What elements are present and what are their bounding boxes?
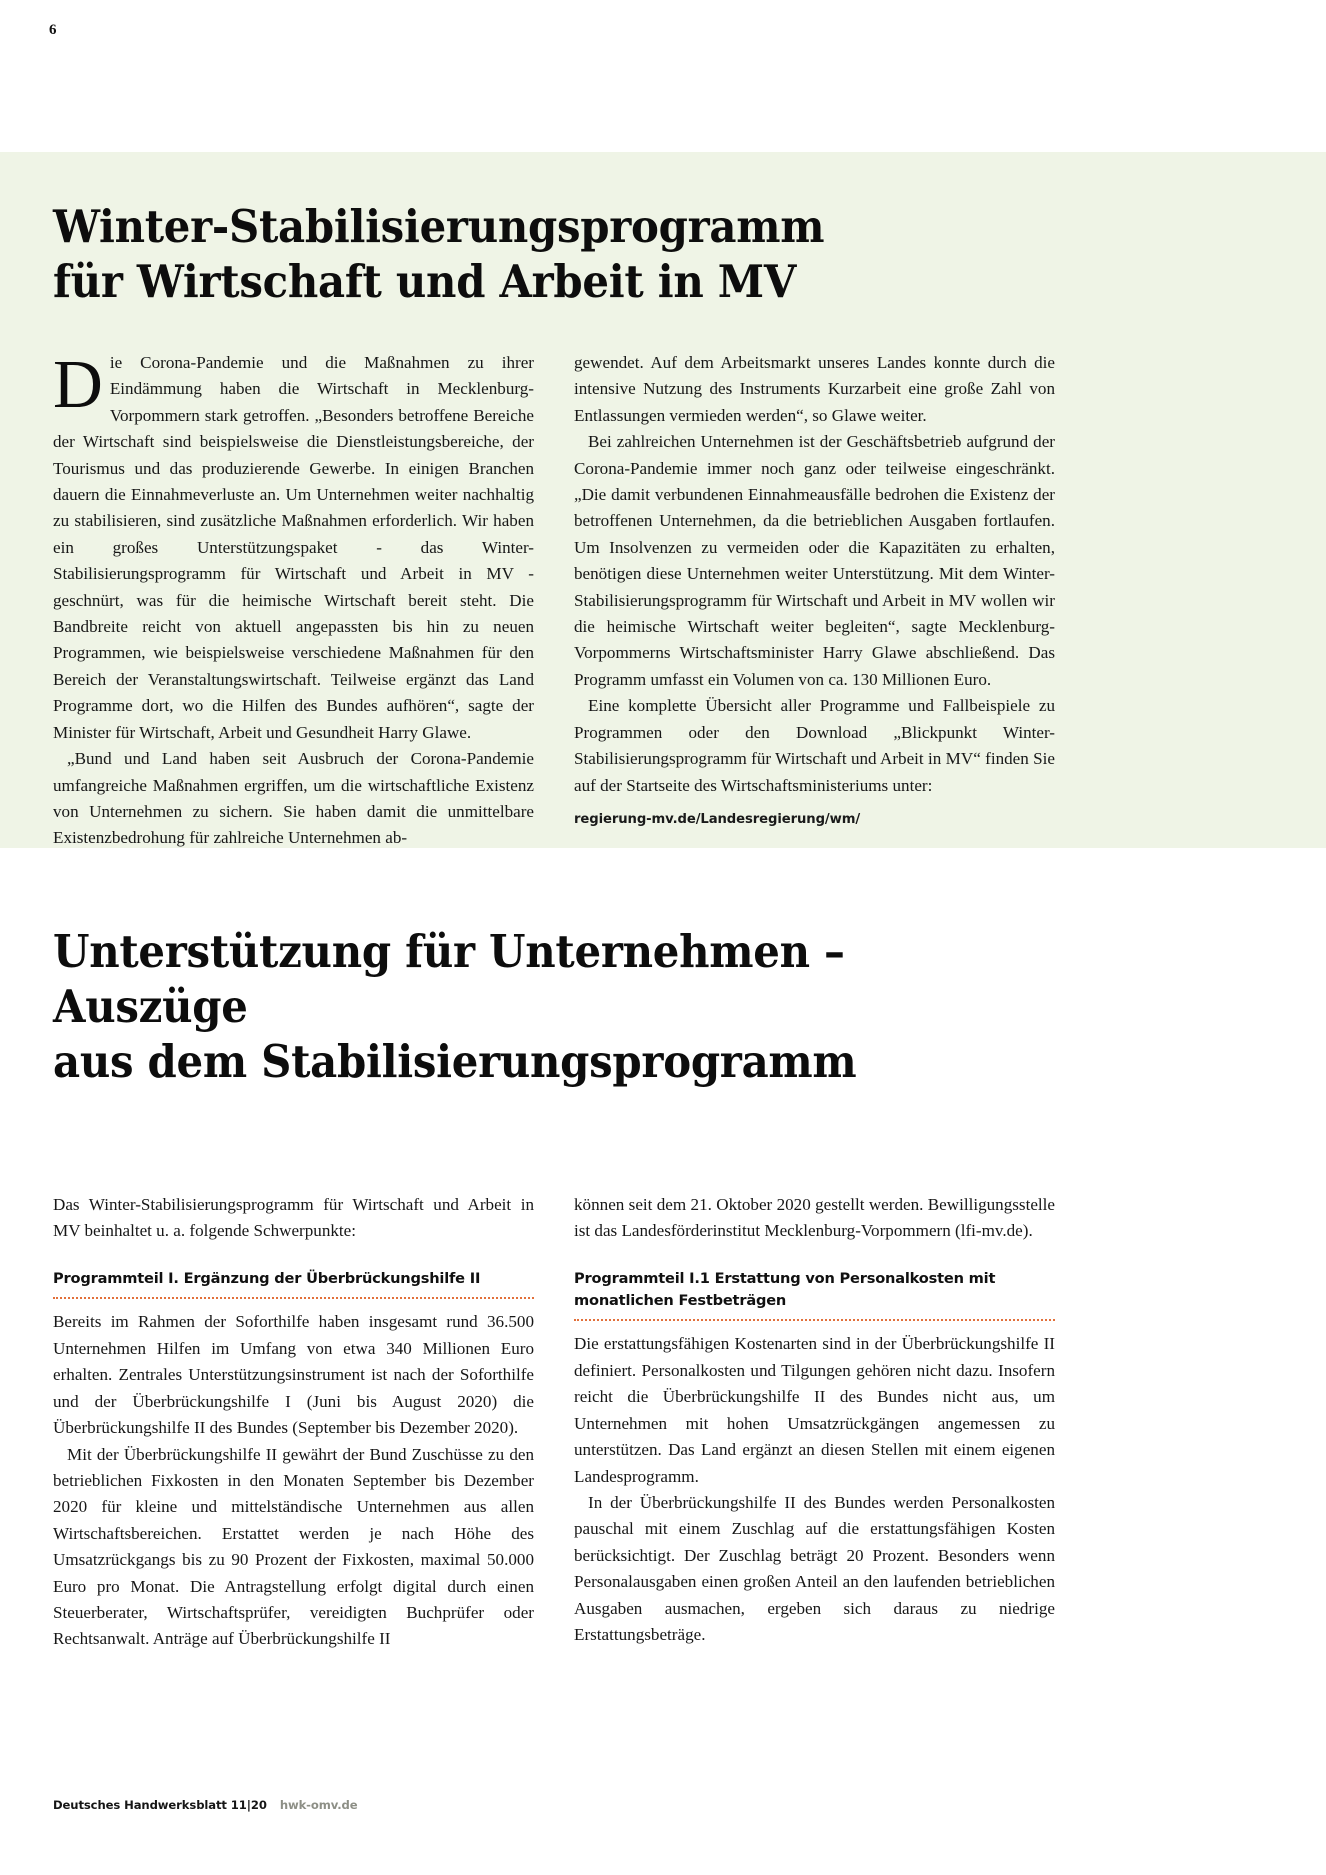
dotted-rule-divider (574, 1319, 1055, 1321)
article1-paragraph: gewendet. Auf dem Arbeitsmarkt unseres Landes konnte durch die intensive Nutzung des Instruments Kurzarbeit eine große Zahl von Entlassungen vermieden werden“, so Glawe weiter. (574, 353, 1055, 425)
subheading-programmteil-1 (53, 1268, 534, 1299)
article1-content (53, 200, 1055, 848)
article2-columns (53, 1192, 1055, 1653)
dotted-rule-divider (53, 1297, 534, 1299)
article1-column-right (574, 350, 1055, 852)
article-unterstuetzung-fuer-unternehmen (53, 925, 1055, 1649)
article1-headline: Winter-Stabilisierungsprogramm für Wirtschaft und Arbeit in MV (53, 200, 825, 308)
article2-paragraph: In der Überbrückungshilfe II des Bundes werden Personalkosten pauschal mit einem Zuschlag auf die erstattungsfähigen Kosten berücksichtigt. Der Zuschlag beträgt 20 Prozent. Besonders wenn Personalausgaben einen großen Anteil an den laufenden betrieblichen Ausgaben ausmachen, ergeben sich daraus zu niedrige Erstattungsbeträge. (574, 1492, 1055, 1644)
article2-paragraph: Bereits im Rahmen der Soforthilfe haben insgesamt rund 36.500 Unternehmen Hilfen im Umfang von etwa 340 Millionen Euro erhalten. Zentrales Unterstützungsinstrument ist nach der Soforthilfe und der Überbrückungshilfe I (Juni bis August 2020) die Überbrückungshilfe II des Bundes (September bis Dezember 2020). (53, 1312, 534, 1438)
ministry-website-link[interactable]: regierung-mv.de/Landesregierung/wm/ (574, 811, 861, 827)
article2-paragraph: Mit der Überbrückungshilfe II gewährt der Bund Zuschüsse zu den betrieblichen Fixkosten in den Monaten September bis Dezember 2020 für kleine und mittelständische Unternehmen aus allen Wirtschaftsbereichen. Erstattet werden je nach Höhe des Umsatzrückgangs bis zu 90 Prozent der Fixkosten, maximal 50.000 Euro pro Monat. Die Antragstellung erfolgt digital durch einen Steuerberater, Wirtschaftsprüfer, vereidigten Buchprüfer oder Rechtsanwalt. Anträge auf Überbrückungshilfe II (53, 1444, 534, 1649)
subheading-programmteil-1-1 (574, 1268, 1055, 1321)
subheading-label: Programmteil I.1 Erstattung von Personalkosten mit monatlichen Festbeträgen (574, 1270, 996, 1310)
article2-column-right (574, 1192, 1055, 1653)
page-footer (53, 1798, 358, 1812)
article1-paragraph: Die Corona-Pandemie und die Maßnahmen zu ihrer Eindämmung haben die Wirtschaft in Mecklenburg-Vorpommern stark getroffen. „Besonders betroffene Bereiche der Wirtschaft sind beispielsweise die Dienstleistungsbereiche, der Tourismus und das produzierende Gewerbe. In einigen Branchen dauern die Einnahmeverluste an. Um Unternehmen weiter nachhaltig zu stabilisieren, sind zusätzliche Maßnahmen erforderlich. Wir haben ein großes Unterstützungspaket - das Winter-Stabilisierungsprogramm für Wirtschaft und Arbeit in MV - geschnürt, was für die heimische Wirtschaft bereit steht. Die Bandbreite reicht von aktuell angepassten bis hin zu neuen Programmen, wie beispielsweise verschiedene Maßnahmen für den Bereich der Veranstaltungswirtschaft. Teilweise ergänzt das Land Programme dort, wo die Hilfen des Bundes aufhören“, sagte der Minister für Wirtschaft, Arbeit und Gesundheit Harry Glawe. (53, 346, 534, 742)
article1-column-left (53, 346, 534, 852)
article2-intro-left: Das Winter-Stabilisierungsprogramm für Wirtschaft und Arbeit in MV beinhaltet u. a. folgende Schwerpunkte: (53, 1194, 534, 1241)
article2-paragraph: Die erstattungsfähigen Kostenarten sind in der Überbrückungshilfe II definiert. Personalkosten und Tilgungen gehören nicht dazu. Insofern reicht die Überbrückungshilfe II des Bundes nicht aus, um Unternehmen mit hohen Umsatzrückgängen angemessen zu unterstützen. Das Land ergänzt an diesen Stellen mit einem eigenen Landesprogramm. (574, 1334, 1055, 1486)
article2-headline: Unterstützung für Unternehmen – Auszüge aus dem Stabilisierungsprogramm (53, 925, 857, 1088)
footer-website[interactable]: hwk-omv.de (279, 1798, 358, 1812)
article1-columns (53, 346, 1055, 852)
page-number: 6 (49, 22, 57, 38)
article1-paragraph: Bei zahlreichen Unternehmen ist der Geschäftsbetrieb aufgrund der Corona-Pandemie immer noch ganz oder teilweise eingeschränkt. „Die damit verbundenen Einnahmeausfälle bedrohen die Existenz der betroffenen Unternehmen, da die betrieblichen Ausgaben fortlaufen. Um Insolvenzen zu vermeiden oder die Kapazitäten zu erhalten, benötigen diese Unternehmen weiter Unterstützung. Mit dem Winter-Stabilisierungsprogramm für Wirtschaft und Arbeit in MV wollen wir die heimische Wirtschaft weiter begleiten“, sagte Mecklenburg-Vorpommerns Wirtschaftsminister Harry Glawe abschließend. Das Programm umfasst ein Volumen von ca. 130 Millionen Euro. (574, 432, 1055, 689)
article1-paragraph: Eine komplette Übersicht aller Programme und Fallbeispiele zu Programmen oder den Download „Blickpunkt Winter-Stabilisierungsprogramm für Wirtschaft und Arbeit in MV“ finden Sie auf der Startseite des Wirtschaftsministeriums unter: (574, 696, 1055, 795)
article2-intro-right: können seit dem 21. Oktober 2020 gestellt werden. Bewilligungsstelle ist das Landesförderinstitut Mecklenburg-Vorpommern (lfi-mv.de). (574, 1194, 1055, 1241)
article-panel-winter-stabilisierungsprogramm (0, 152, 1326, 848)
article1-paragraph: „Bund und Land haben seit Ausbruch der Corona-Pandemie umfangreiche Maßnahmen ergriffen, um die wirtschaftliche Existenz von Unternehmen zu sichern. Sie haben damit die unmittelbare Existenzbedrohung für zahlreiche Unternehmen ab- (53, 749, 534, 848)
footer-publication: Deutsches Handwerksblatt 11|20 (53, 1798, 267, 1812)
subheading-label: Programmteil I. Ergänzung der Überbrückungshilfe II (53, 1270, 481, 1288)
article2-column-left (53, 1192, 534, 1653)
